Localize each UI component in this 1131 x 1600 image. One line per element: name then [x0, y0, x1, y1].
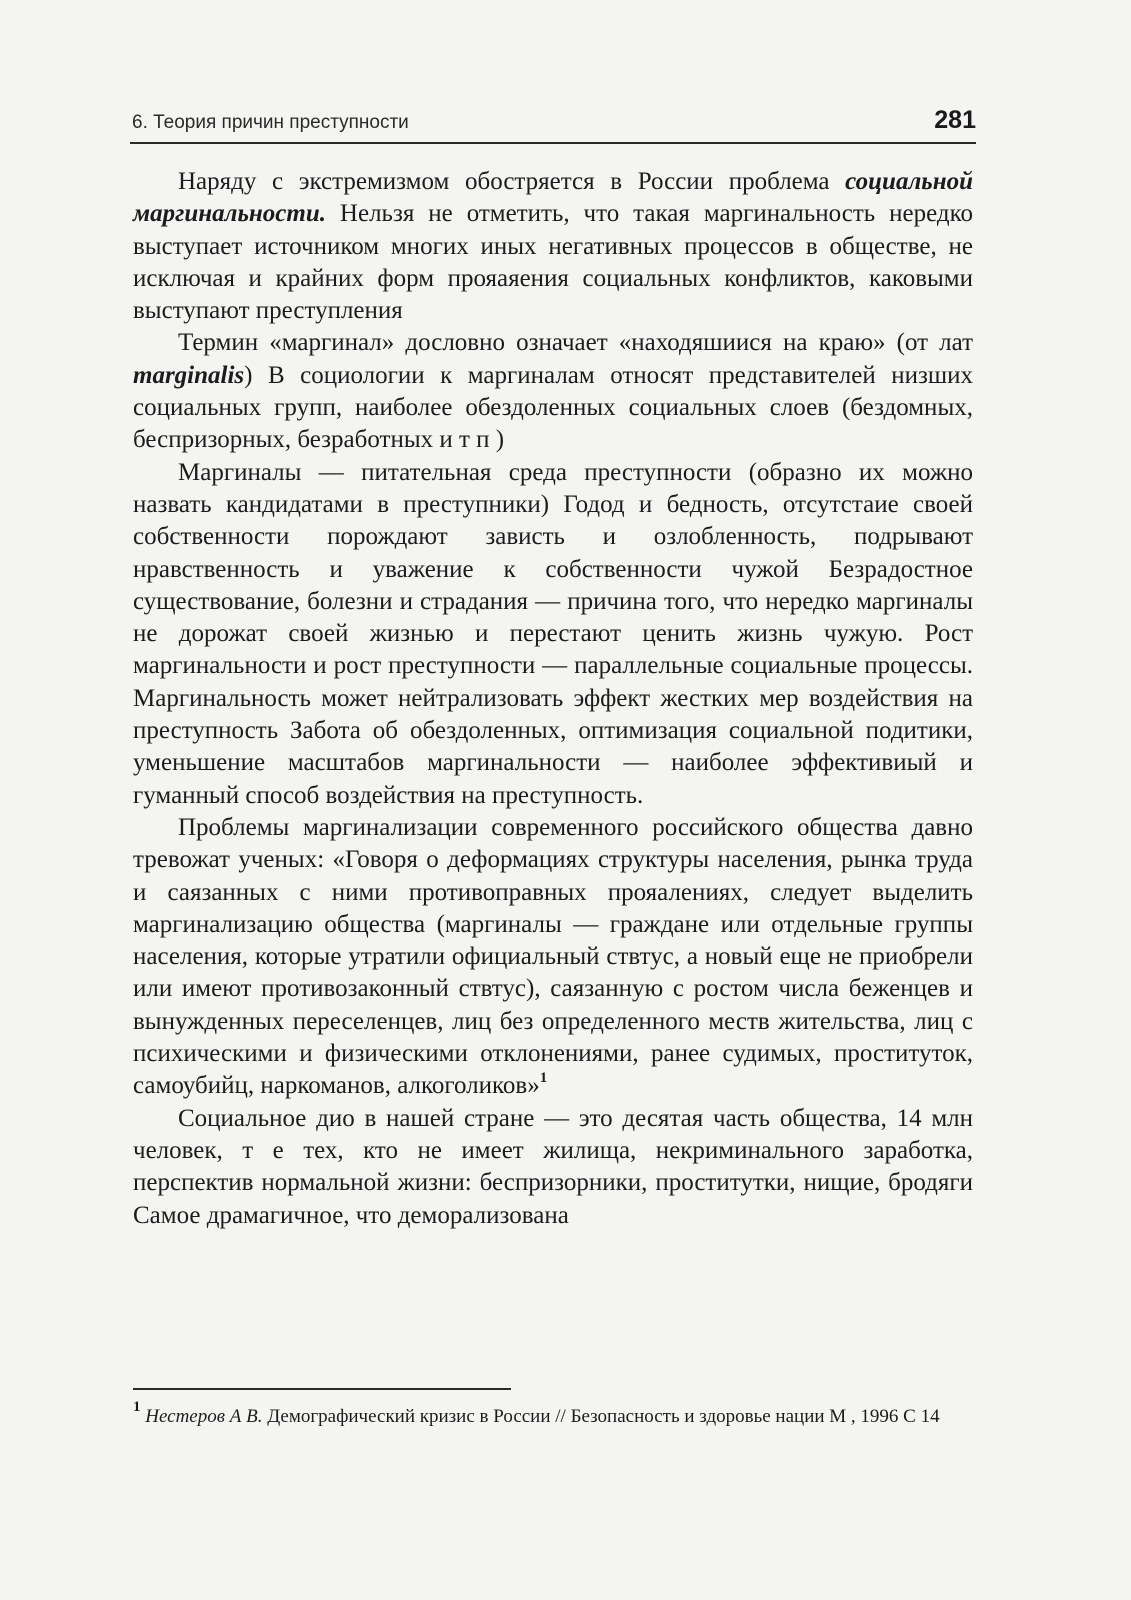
text-run: Наряду с экстремизмом обостряется в России проблема — [178, 168, 846, 195]
emphasis-term: marginalis — [133, 361, 245, 389]
footnote-reference[interactable]: 1 — [539, 1070, 548, 1087]
chapter-title: 6. Теория причин преступности — [132, 112, 409, 133]
main-text — [133, 166, 973, 1232]
text-run: Термин «маргинал» дословно означает «находяшиися на краю» (от лат — [178, 329, 973, 357]
paragraph-marginals-crime: Маргиналы — питательная среда преступности (образно их можно назвать кандидатами в преступники) Годод и бедность, отсутстаие своей собственности порождают зависть и озлобленность, подрывают нравственность и уважение к собственности чужой Безрадостное существование, болезни и страдания — причина того, что нередко маргиналы не дорожат своей жизнью и перестают ценить жизнь чужую. Рост маргинальности и рост преступности — параллельные социальные процессы. Маргинальность может нейтрализовать эффект жестких мер воздействия на преступность Забота об обездоленных, оптимизация социальной подитики, уменьшение масштабов маргинальности — наиболее эффективиый и гуманный способ воздействия на преступность. — [133, 458, 973, 809]
paragraph-term-definition — [133, 327, 973, 456]
paragraph-marginality — [133, 166, 973, 327]
footnote — [133, 1399, 973, 1429]
emphasis-term: социальной маргинальности. — [133, 168, 973, 228]
page-number: 281 — [934, 106, 976, 134]
footnote-marker: 1 — [133, 1399, 141, 1415]
text-run: Нельзя не отметить, что такая маргинальность нередко выступает источником многих иных негативных процессов в обществе, не исключая и крайних форм прояаяения социальных конфликтов, каковыми выступают преступления — [133, 200, 973, 325]
paragraph-social-bottom: Социальное дио в нашей стране — это десятая часть общества, 14 млн человек, т е тех, кто не имеет жилища, некриминального заработка, перспектив нормальной жизни: беспризорники, проститутки, нищие, бродяги Самое драмагичное, что деморализована — [133, 1104, 973, 1229]
running-header — [130, 108, 976, 144]
footnote-author: Нестеров А В. — [145, 1406, 263, 1427]
text-run: ) В социологии к маргиналам относят представителей низших социальных групп, наиболее обездоленных социальных слоев (бездомных, беспризорных, безработных и т п ) — [133, 361, 973, 454]
paragraph-scholars-quote — [133, 812, 973, 1103]
text-run: Проблемы маргинализации современного российского общества давно тревожат ученых: «Говоря о деформациях структуры населения, рынка труда и саязанных с ними противоправных прояалениях, следует выделить маргинализацию общества (маргиналы — граждане или отдельные группы населения, которые утратили официальный ствтус, а новый еще не приобрели или имеют противозаконный ствтус), саязанную с ростом числа беженцев и вынужденных переселенцев, лиц без определенного меств жительства, лиц с психическими и физическими отклонениями, ранее судимых, проституток, самоубийц, наркоманов, алкоголиков» — [133, 813, 973, 1100]
footnote-divider — [133, 1388, 511, 1390]
footnote-text: Демографический кризис в России // Безопасность и здоровье нации М , 1996 С 14 — [262, 1406, 940, 1427]
